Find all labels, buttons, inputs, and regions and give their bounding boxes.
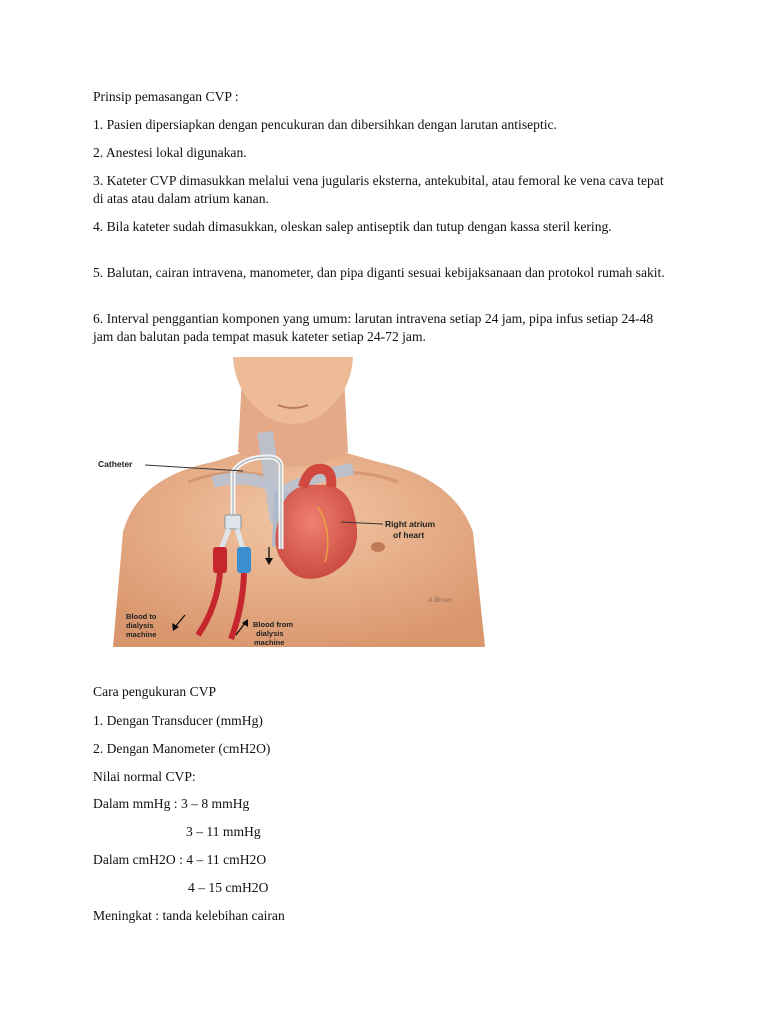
measurement-title: Cara pengukuran CVP (93, 684, 217, 699)
catheter-hub (225, 515, 241, 529)
principle-item-4: 4. Bila kateter sudah dimasukkan, oleskan salep antiseptik dan tutup dengan kassa steril kering. (93, 219, 612, 234)
measurement-method-1: 1. Dengan Transducer (mmHg) (93, 713, 263, 728)
normal-cmh2o-line-2: 4 – 15 cmH2O (188, 880, 269, 895)
cvp-catheter-illustration (93, 357, 493, 647)
blood-to-label-line1: Blood to (126, 612, 157, 621)
normal-cmh2o-line-1: Dalam cmH2O : 4 – 11 cmH2O (93, 852, 267, 867)
normal-values-title: Nilai normal CVP: (93, 769, 196, 784)
principle-item-1: 1. Pasien dipersiapkan dengan pencukuran dan dibersihkan dengan larutan antiseptic. (93, 117, 557, 132)
blood-to-label-line3: machine (126, 630, 157, 639)
blood-to-label-line2: dialysis (126, 621, 154, 630)
principle-item-3: 3. Kateter CVP dimasukkan melalui vena jugularis eksterna, antekubital, atau femoral ke vena cava tepat di atas atau dalam atrium kanan. (93, 173, 664, 206)
right-atrium-label-line1: Right atrium (385, 519, 436, 529)
catheter-label: Catheter (98, 459, 133, 469)
principle-item-6: 6. Interval penggantian komponen yang umum: larutan intravena setiap 24 jam, pipa infus setiap 24-48 jam dan balutan pada tempat masuk kateter setiap 24-72 jam. (93, 311, 654, 344)
blue-clamp (237, 547, 251, 573)
principle-item-2: 2. Anestesi lokal digunakan. (93, 145, 247, 160)
right-atrium-label-line2: of heart (393, 530, 425, 540)
normal-mmhg-line-2: 3 – 11 mmHg (186, 824, 261, 839)
blood-from-label-line1: Blood from (253, 620, 293, 629)
red-clamp (213, 547, 227, 573)
increase-note: Meningkat : tanda kelebihan cairan (93, 908, 285, 923)
principles-title: Prinsip pemasangan CVP : (93, 89, 239, 104)
measurement-method-2: 2. Dengan Manometer (cmH2O) (93, 741, 271, 756)
illustration-svg (93, 357, 493, 647)
principle-item-5: 5. Balutan, cairan intravena, manometer, dan pipa diganti sesuai kebijaksanaan dan protokol rumah sakit. (93, 265, 665, 280)
normal-mmhg-line-1: Dalam mmHg : 3 – 8 mmHg (93, 796, 250, 811)
blood-from-label-line3: machine (254, 638, 285, 647)
artist-signature: A.Brown (428, 596, 453, 604)
nipple (371, 542, 385, 552)
blood-from-label-line2: dialysis (256, 629, 284, 638)
